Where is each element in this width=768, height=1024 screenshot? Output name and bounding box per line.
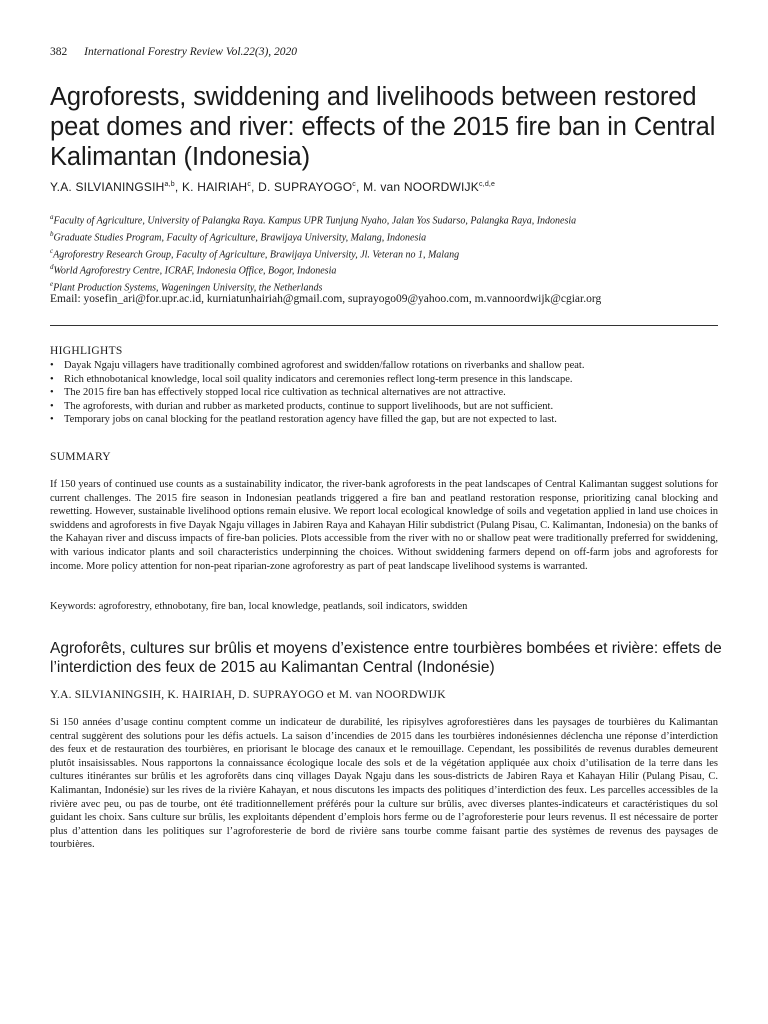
affiliation	[50, 228, 730, 245]
author-affil-mark: c	[352, 181, 356, 188]
bullet-icon: •	[50, 400, 54, 412]
article-title: Agroforests, swiddening and livelihoods between restored peat domes and river: effects of the 2015 fire ban in Central Kalimantan (Indonesia)	[50, 83, 716, 171]
author-affil-mark: c,d,e	[478, 181, 496, 188]
author-separator: ,	[356, 180, 364, 194]
highlight-text: The 2015 fire ban has effectively stopped local rice cultivation as technical alternatives are not attractive.	[64, 387, 506, 398]
affiliation	[50, 211, 730, 228]
summary-heading: SUMMARY	[50, 451, 111, 463]
author-name: D. SUPRAYOGO	[258, 180, 353, 194]
author-name: K. HAIRIAH	[181, 180, 248, 194]
affiliation-list	[50, 211, 730, 295]
french-summary-paragraph: Si 150 années d’usage continu comptent comme un indicateur de durabilité, les ripisylves agroforestières dans les paysages de tourbières du Kalimantan central suggèrent des solutions pour les défis actuels. La saison d’incendies de 2015 dans les tourbières indonésiennes déclencha une réponse d’interdiction des feux et de restauration des tourbières, en priorisant le blocage des canaux et le remouillage. Cependant, les possibilités de revenus durables demeurent plutôt insaisissables. Nous rapportons la connaissance écologique locale des sols et de la végétation appliquée aux choix d’utilisation de la terre dans les cultures itinérantes sur brûlis et les agroforêts dans cinq villages Dayak Ngaju dans les sous-districts de Jabiren Raya et Kahayan Hilir (Pulang Pisau, C. Kalimantan, Indonésie) sur les rives de la rivière Kahayan, et nous discutons les impacts des politiques d’interdiction des feux. Les parcelles accessibles de la rivière avec peu, ou pas de tourbe, ont été traditionnellement préférés pour la culture sur brûlis, avec diverses plantes-indicateurs et caractéristiques du sol guidant les choix. Sans culture sur brûlis, les exploitants dépendent d’emplois hors ferme ou de l’agroforesterie pour leurs revenus. Il est nécessaire de porter plus d’attention dans les politiques sur l’agroforesterie de bord de rivière sans tourbe comme faisant partie des systèmes de revenus des paysages de tourbières.	[50, 717, 718, 851]
affiliation-mark: d	[50, 263, 54, 272]
highlight-text: Temporary jobs on canal blocking for the peatland restoration agency have filled the gap, but are not expected to last.	[64, 414, 557, 425]
page-number: 382	[50, 46, 68, 58]
author-separator: ,	[174, 180, 182, 194]
running-head	[50, 46, 297, 58]
author-separator: ,	[251, 180, 259, 194]
affiliation-text: Plant Production Systems, Wageningen University, the Netherlands	[53, 282, 323, 294]
affiliation-mark: b	[50, 229, 54, 238]
affiliation-text: Faculty of Agriculture, University of Palangka Raya. Kampus UPR Tunjung Nyaho, Jalan Yos Sudarso, Palangka Raya, Indonesia	[53, 215, 577, 227]
highlight-item	[50, 400, 730, 414]
bullet-icon: •	[50, 373, 54, 385]
bullet-icon: •	[50, 360, 54, 371]
affiliation-mark: a	[50, 213, 54, 221]
contact-emails: Email: yosefin_ari@for.upr.ac.id, kurniatunhairiah@gmail.com, suprayogo09@yahoo.com, m.vannoordwijk@cgiar.org	[50, 293, 602, 305]
french-author-list: Y.A. SILVIANINGSIH, K. HAIRIAH, D. SUPRAYOGO et M. van NOORDWIJK	[50, 689, 446, 701]
affiliation	[50, 261, 730, 278]
author-affil-mark: a,b	[164, 181, 175, 188]
author-name: M. van NOORDWIJK	[363, 180, 479, 194]
affiliation	[50, 245, 730, 262]
highlight-item	[50, 373, 730, 387]
affiliation-text: Graduate Studies Program, Faculty of Agriculture, Brawijaya University, Malang, Indonesia	[53, 232, 427, 244]
highlights-heading: HIGHLIGHTS	[50, 345, 123, 357]
journal-citation: International Forestry Review Vol.22(3), 2020	[84, 46, 298, 58]
bullet-icon: •	[50, 414, 54, 425]
highlight-text: Rich ethnobotanical knowledge, local soil quality indicators and ceremonies reflect long-term presence in this landscape.	[64, 373, 573, 385]
highlight-item	[50, 413, 730, 427]
keywords: Keywords: agroforestry, ethnobotany, fire ban, local knowledge, peatlands, soil indicators, swidden	[50, 601, 468, 612]
highlight-item	[50, 386, 730, 400]
highlight-text: The agroforests, with durian and rubber as marketed products, continue to support livelihoods, but are not sufficient.	[64, 400, 554, 412]
affiliation-mark: e	[50, 280, 54, 289]
summary-paragraph: If 150 years of continued use counts as a sustainability indicator, the river-bank agroforests in the peat landscapes of Central Kalimantan suggest solutions for current challenges. The 2015 fire season in Indonesian peatlands triggered a fire ban and peatland restoration response, prioritizing canal blocking and rewetting. However, sustainable livelihood options remain elusive. We report local ecological knowledge of soils and vegetation applied in land use choices in swiddens and agroforests in five Dayak Ngaju villages in Jabiren Raya and Kahayan Hilir subdistrict (Pulang Pisau, C. Kalimantan, Indonesia) on the banks of the Kahayan river and discuss impacts of fire-ban policies. Plots accessible from the river with no or shallow peat were traditionally preferred for swiddening, with various indicator plants and soil characteristics underpinning the choices. Without swiddening farmers depend on off-farm jobs and agroforests for income. More policy attention for non-peat riparian-zone agroforestry as part of peat landscape livelihood systems is warranted.	[50, 479, 718, 572]
highlight-item	[50, 359, 730, 373]
author-list	[50, 180, 495, 194]
highlight-text: Dayak Ngaju villagers have traditionally combined agroforest and swidden/fallow rotations on riverbanks and shallow peat.	[64, 360, 585, 371]
bullet-icon: •	[50, 387, 54, 398]
author-name: Y.A. SILVIANINGSIH	[50, 180, 165, 194]
author-affil-mark: c	[247, 181, 252, 188]
french-title: Agroforêts, cultures sur brûlis et moyens d’existence entre tourbières bombées et rivière: effets de l’interdiction des feux de 2015 au Kalimantan Central (Indonésie)	[50, 640, 722, 676]
highlights-list	[50, 359, 730, 427]
affiliation-text: World Agroforestry Centre, ICRAF, Indonesia Office, Bogor, Indonesia	[53, 265, 337, 277]
section-divider	[50, 325, 718, 326]
affiliation-mark: c	[50, 246, 54, 255]
affiliation-text: Agroforestry Research Group, Faculty of Agriculture, Brawijaya University, Jl. Veteran no 1, Malang	[53, 248, 460, 260]
